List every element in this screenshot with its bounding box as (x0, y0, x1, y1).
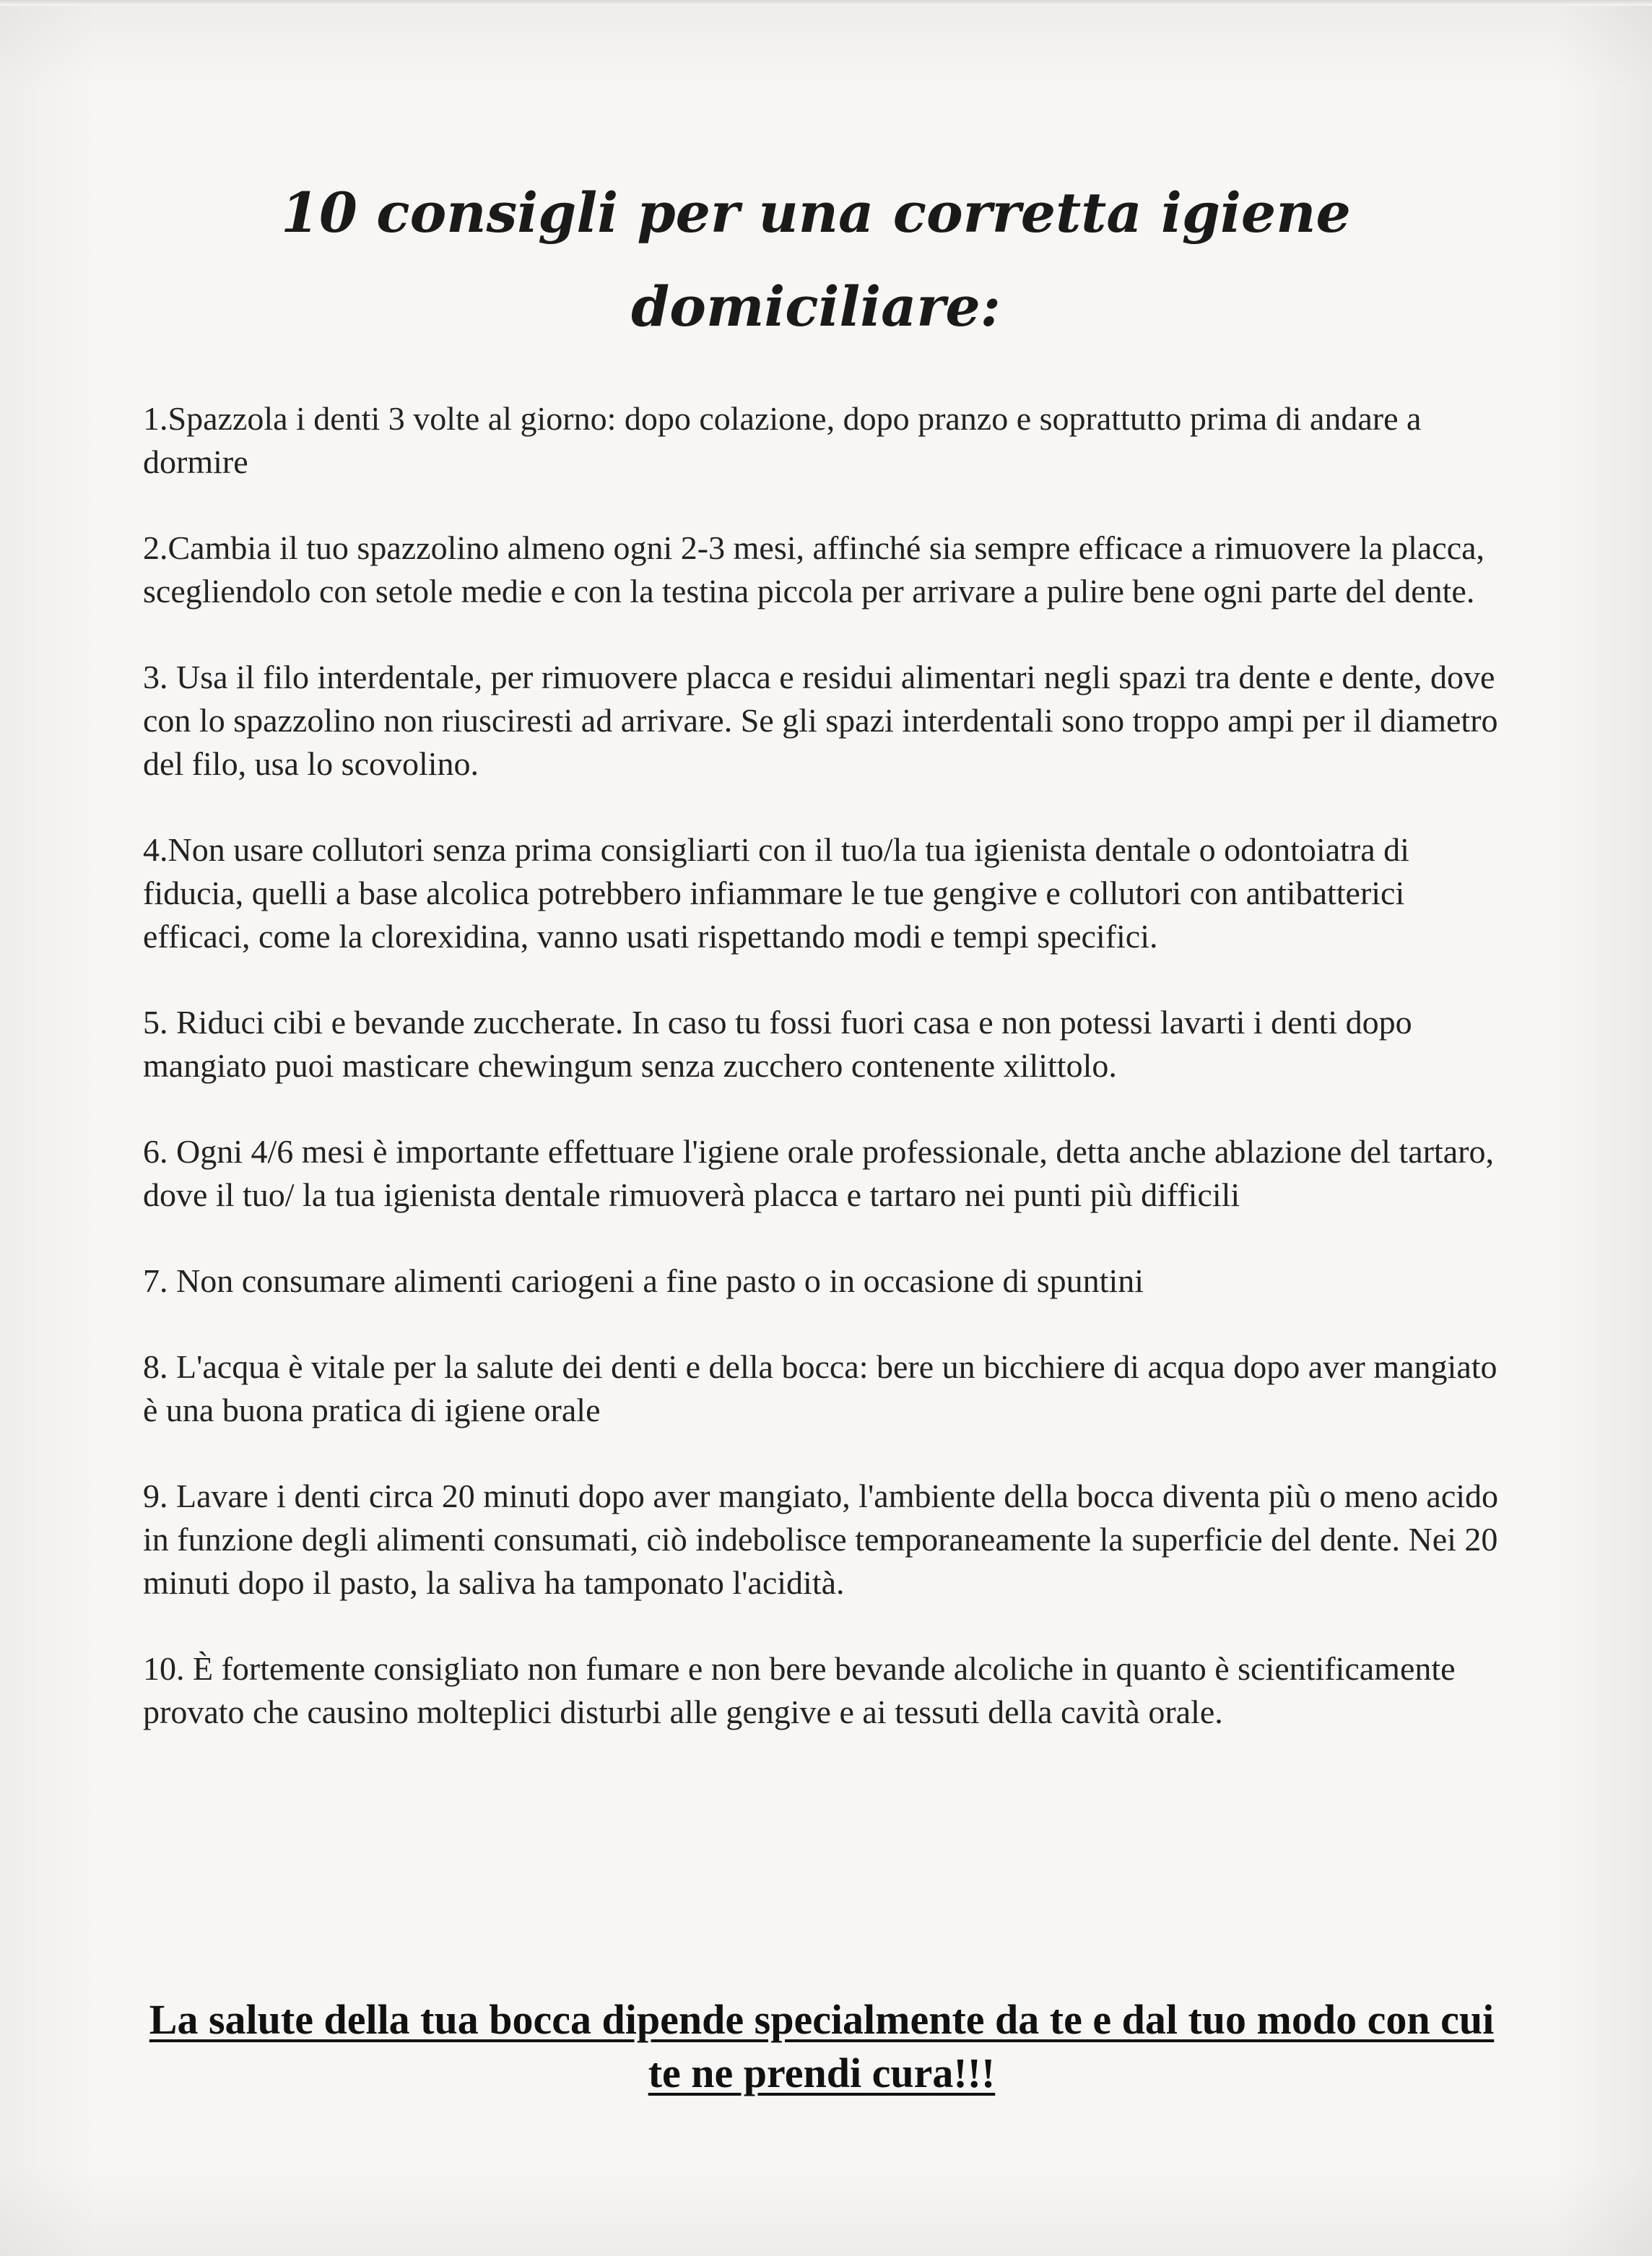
document-title: 10 consigli per una corretta igiene domiciliare: (281, 181, 1351, 339)
tip-item-2: 2.Cambia il tuo spazzolino almeno ogni 2-3 mesi, affinché sia sempre efficace a rimuovere la placca, scegliendolo con setole medie e con la testina piccola per arrivare a pulire bene ogni parte del dente. (143, 529, 1485, 609)
tip-item-7: 7. Non consumare alimenti cariogeni a fine pasto o in occasione di spuntini (143, 1262, 1144, 1299)
tip-item-4: 4.Non usare collutori senza prima consigliarti con il tuo/la tua igienista dentale o odontoiatra di fiducia, quelli a base alcolica potrebbero infiammare le tue gengive e collutori con antibatterici efficaci, come la clorexidina, vanno usati rispettando modi e tempi specifici. (143, 831, 1409, 955)
tips-list (143, 397, 1500, 1776)
tip-item-9: 9. Lavare i denti circa 20 minuti dopo aver mangiato, l'ambiente della bocca diventa più o meno acido in funzione degli alimenti consumati, ciò indebolisce temporaneamente la superficie del dente. Nei 20 minuti dopo il pasto, la saliva ha tamponato l'acidità. (143, 1478, 1499, 1601)
tip-item-1: 1.Spazzola i denti 3 volte al giorno: dopo colazione, dopo pranzo e soprattutto prima di andare a dormire (143, 400, 1422, 480)
paper-top-edge (0, 0, 1652, 6)
tip-item-10: 10. È fortemente consigliato non fumare e non bere bevande alcoliche in quanto è scientificamente provato che causino molteplici disturbi alle gengive e ai tessuti della cavità orale. (143, 1650, 1456, 1730)
tip-item-5: 5. Riduci cibi e bevande zuccherate. In caso tu fossi fuori casa e non potessi lavarti i denti dopo mangiato puoi masticare chewingum senza zucchero contenente xilittolo. (143, 1004, 1412, 1084)
closing-statement: La salute della tua bocca dipende specialmente da te e dal tuo modo con cui te ne prendi cura!!! (149, 1996, 1495, 2096)
tip-item-6: 6. Ogni 4/6 mesi è importante effettuare l'igiene orale professionale, detta anche ablazione del tartaro, dove il tuo/ la tua igienista dentale rimuoverà placca e tartaro nei punti più difficili (143, 1133, 1494, 1213)
tip-item-8: 8. L'acqua è vitale per la salute dei denti e della bocca: bere un bicchiere di acqua dopo aver mangiato è una buona pratica di igiene orale (143, 1348, 1497, 1428)
tip-item-3: 3. Usa il filo interdentale, per rimuovere placca e residui alimentari negli spazi tra dente e dente, dove con lo spazzolino non riusciresti ad arrivare. Se gli spazi interdentali sono troppo ampi per il diametro del filo, usa lo scovolino. (143, 659, 1498, 782)
